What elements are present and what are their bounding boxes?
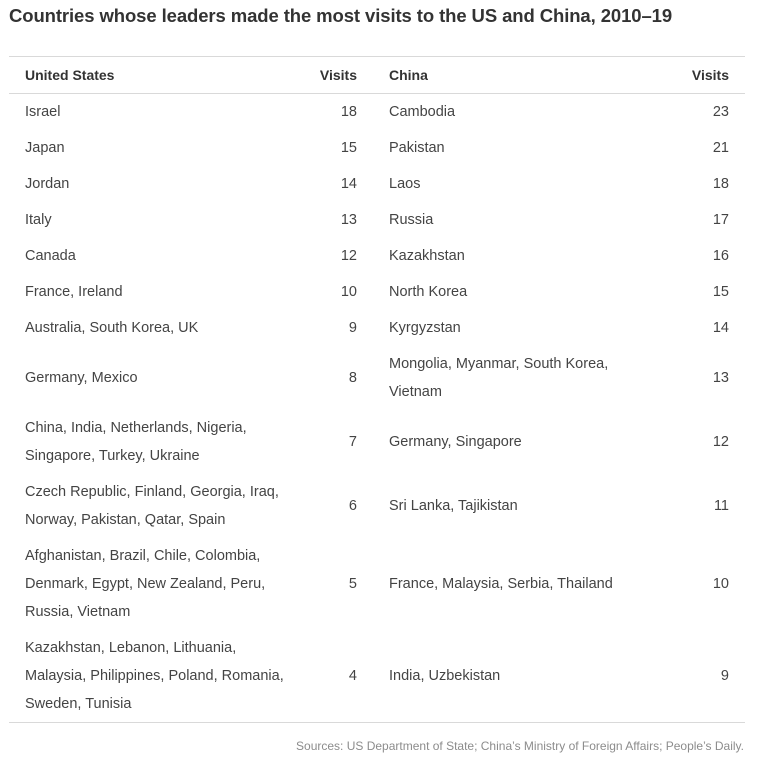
us-visits-cell: 10 — [340, 284, 357, 300]
china-country-cell: Kyrgyzstan — [389, 320, 461, 336]
us-visits-cell: 13 — [340, 212, 357, 228]
china-visits-cell: 16 — [712, 248, 729, 264]
header-china-visits: Visits — [661, 57, 745, 94]
china-visits-cell: 18 — [712, 176, 729, 192]
us-visits-cell: 8 — [348, 370, 357, 386]
us-country-cell: France, Ireland — [25, 284, 123, 300]
china-visits-cell: 15 — [712, 284, 729, 300]
china-visits-cell: 21 — [712, 140, 729, 156]
us-visits-cell: 5 — [348, 576, 357, 592]
table-row — [9, 166, 745, 202]
china-visits-cell: 12 — [712, 434, 729, 450]
us-country-cell: Czech Republic, Finland, Georgia, Iraq, Norway, Pakistan, Qatar, Spain — [25, 484, 279, 528]
us-visits-cell: 14 — [340, 176, 357, 192]
china-country-cell: India, Uzbekistan — [389, 668, 501, 684]
china-country-cell: North Korea — [389, 284, 468, 300]
china-country-cell: Mongolia, Myanmar, South Korea, Vietnam — [389, 356, 609, 400]
us-visits-cell: 4 — [348, 668, 357, 684]
table-row — [9, 538, 745, 630]
china-visits-cell: 23 — [712, 104, 729, 120]
table-row — [9, 410, 745, 474]
us-country-cell: Italy — [25, 212, 52, 228]
us-visits-cell: 7 — [348, 434, 357, 450]
us-country-cell: Kazakhstan, Lebanon, Lithuania, Malaysia, Philippines, Poland, Romania, Sweden, Tunisia — [25, 640, 284, 712]
china-visits-cell: 9 — [720, 668, 729, 684]
table-row — [9, 238, 745, 274]
china-country-cell: Pakistan — [389, 140, 445, 156]
us-country-cell: China, India, Netherlands, Nigeria, Singapore, Turkey, Ukraine — [25, 420, 247, 464]
china-country-cell: Cambodia — [389, 104, 456, 120]
us-country-cell: Israel — [25, 104, 61, 120]
table-row — [9, 202, 745, 238]
us-country-cell: Jordan — [25, 176, 70, 192]
us-country-cell: Germany, Mexico — [25, 370, 138, 386]
china-visits-cell: 11 — [713, 498, 729, 514]
china-country-cell: Germany, Singapore — [389, 434, 522, 450]
china-country-cell: France, Malaysia, Serbia, Thailand — [389, 576, 613, 592]
table-row — [9, 94, 745, 131]
us-visits-cell: 12 — [340, 248, 357, 264]
us-visits-cell: 18 — [340, 104, 357, 120]
table-row — [9, 310, 745, 346]
table-row — [9, 346, 745, 410]
china-country-cell: Sri Lanka, Tajikistan — [389, 498, 518, 514]
china-country-cell: Laos — [389, 176, 421, 192]
table-row — [9, 130, 745, 166]
source-note: Sources: US Department of State; China’s Ministry of Foreign Affairs; People’s Daily. — [296, 739, 744, 753]
china-country-cell: Kazakhstan — [389, 248, 465, 264]
china-country-cell: Russia — [389, 212, 434, 228]
header-china: China — [361, 57, 661, 94]
china-visits-cell: 14 — [712, 320, 729, 336]
table-body — [9, 94, 745, 723]
table-row — [9, 630, 745, 722]
table-row — [9, 274, 745, 310]
visits-table — [9, 57, 745, 722]
table-row — [9, 474, 745, 538]
table-header-row — [9, 57, 745, 94]
china-visits-cell: 13 — [712, 370, 729, 386]
us-country-cell: Canada — [25, 248, 76, 264]
us-country-cell: Afghanistan, Brazil, Chile, Colombia, Denmark, Egypt, New Zealand, Peru, Russia, Vietnam — [25, 548, 266, 620]
us-visits-cell: 15 — [340, 140, 357, 156]
header-us-visits: Visits — [284, 57, 361, 94]
china-visits-cell: 17 — [712, 212, 729, 228]
china-visits-cell: 10 — [712, 576, 729, 592]
us-visits-cell: 9 — [348, 320, 357, 336]
us-country-cell: Japan — [25, 140, 65, 156]
header-united-states: United States — [9, 57, 284, 94]
us-visits-cell: 6 — [348, 498, 357, 514]
visits-table-container — [9, 56, 745, 723]
chart-title: Countries whose leaders made the most visits to the US and China, 2010–19 — [9, 5, 673, 26]
us-country-cell: Australia, South Korea, UK — [25, 320, 199, 336]
